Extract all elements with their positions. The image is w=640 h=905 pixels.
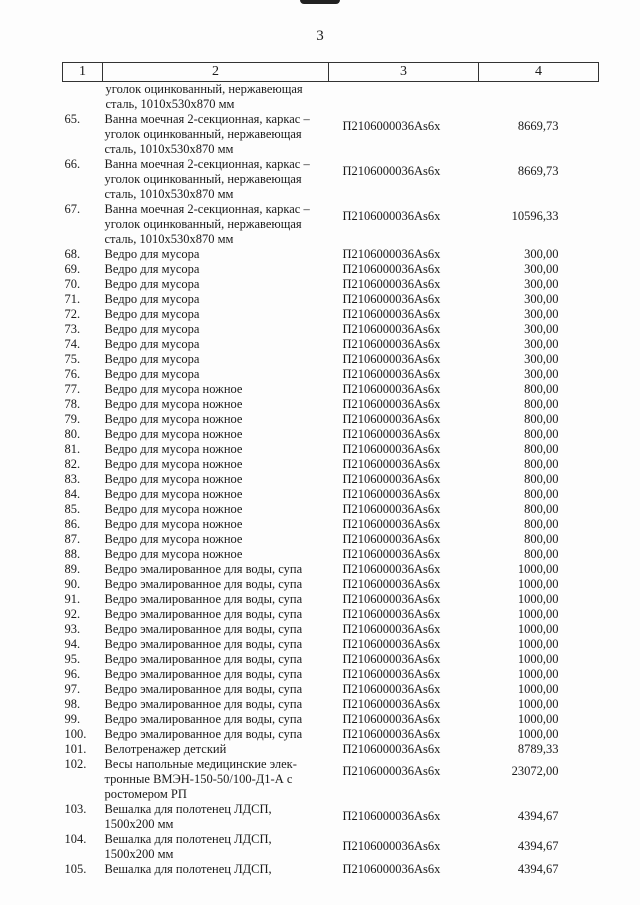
name-line: Ведро эмалированное для воды, супа bbox=[104, 727, 303, 741]
table-row bbox=[63, 652, 599, 667]
row-code: П2106000036Аs6x bbox=[342, 712, 441, 726]
row-price bbox=[479, 82, 599, 113]
row-name bbox=[103, 247, 329, 262]
row-code: П2106000036Аs6x bbox=[342, 427, 441, 441]
name-line: уголок оцинкованный, нержавеющая bbox=[104, 127, 302, 141]
name-line: Ведро для мусора bbox=[104, 247, 200, 261]
table-row bbox=[63, 427, 599, 442]
name-line: сталь, 1010x530x870 мм bbox=[104, 232, 234, 246]
row-number: 94. bbox=[64, 637, 81, 651]
name-line: Ведро для мусора ножное bbox=[104, 457, 243, 471]
name-line: Ванна моечная 2-секционная, каркас – bbox=[104, 202, 310, 216]
row-price: 800,00 bbox=[524, 532, 559, 546]
row-name bbox=[103, 457, 329, 472]
row-number: 72. bbox=[64, 307, 81, 321]
row-number: 75. bbox=[64, 352, 81, 366]
row-price: 4394,67 bbox=[517, 809, 559, 823]
row-price: 8669,73 bbox=[517, 164, 559, 178]
row-number: 87. bbox=[64, 532, 81, 546]
row-number: 88. bbox=[64, 547, 81, 561]
name-line: Ведро эмалированное для воды, супа bbox=[104, 667, 303, 681]
row-price: 800,00 bbox=[524, 487, 559, 501]
row-code: П2106000036Аs6x bbox=[342, 502, 441, 516]
table-row bbox=[63, 727, 599, 742]
row-price: 300,00 bbox=[524, 352, 559, 366]
row-code: П2106000036Аs6x bbox=[342, 292, 441, 306]
table-row bbox=[63, 202, 599, 247]
table-row bbox=[63, 397, 599, 412]
row-name bbox=[103, 637, 329, 652]
row-code: П2106000036Аs6x bbox=[342, 397, 441, 411]
row-number bbox=[63, 82, 103, 113]
table-row bbox=[63, 487, 599, 502]
row-name bbox=[103, 442, 329, 457]
name-line: Ведро для мусора ножное bbox=[104, 532, 243, 546]
name-line: Ведро эмалированное для воды, супа bbox=[104, 637, 303, 651]
row-number: 70. bbox=[64, 277, 81, 291]
row-number: 101. bbox=[64, 742, 87, 756]
row-number: 81. bbox=[64, 442, 81, 456]
row-code: П2106000036Аs6x bbox=[342, 622, 441, 636]
name-line: Ванна моечная 2-секционная, каркас – bbox=[104, 157, 310, 171]
row-name bbox=[103, 607, 329, 622]
table-row bbox=[63, 592, 599, 607]
row-price: 8669,73 bbox=[517, 119, 559, 133]
table-row bbox=[63, 802, 599, 832]
table-row bbox=[63, 412, 599, 427]
row-code: П2106000036Аs6x bbox=[342, 637, 441, 651]
row-name bbox=[103, 367, 329, 382]
name-line: Ведро для мусора ножное bbox=[104, 397, 243, 411]
row-price: 1000,00 bbox=[517, 727, 559, 741]
header-col-2: 2 bbox=[103, 63, 329, 82]
row-name bbox=[103, 277, 329, 292]
table-row bbox=[63, 337, 599, 352]
row-price: 800,00 bbox=[524, 427, 559, 441]
name-line: Ведро для мусора bbox=[104, 352, 200, 366]
table-row bbox=[63, 577, 599, 592]
row-number: 102. bbox=[64, 757, 87, 771]
name-line: Велотренажер детский bbox=[104, 742, 227, 756]
table-row bbox=[63, 832, 599, 862]
continuation-row bbox=[63, 82, 599, 113]
table-row bbox=[63, 667, 599, 682]
name-line: Ведро эмалированное для воды, супа bbox=[104, 577, 303, 591]
row-code: П2106000036Аs6x bbox=[342, 667, 441, 681]
table-row bbox=[63, 517, 599, 532]
row-number: 78. bbox=[64, 397, 81, 411]
row-name bbox=[103, 517, 329, 532]
name-line: Ведро для мусора ножное bbox=[104, 502, 243, 516]
row-number: 97. bbox=[64, 682, 81, 696]
table-row bbox=[63, 247, 599, 262]
row-name bbox=[103, 802, 329, 832]
table-header-row bbox=[63, 63, 599, 82]
table-row bbox=[63, 262, 599, 277]
row-number: 65. bbox=[64, 112, 81, 126]
table-row bbox=[63, 352, 599, 367]
row-price: 800,00 bbox=[524, 457, 559, 471]
row-price: 800,00 bbox=[524, 517, 559, 531]
row-number: 84. bbox=[64, 487, 81, 501]
name-line: ростомером РП bbox=[104, 787, 187, 801]
row-price: 300,00 bbox=[524, 277, 559, 291]
name-line: Ведро эмалированное для воды, супа bbox=[104, 562, 303, 576]
row-name bbox=[103, 202, 329, 247]
table-row bbox=[63, 277, 599, 292]
name-line: сталь, 1010x530x870 мм bbox=[104, 142, 234, 156]
row-code: П2106000036Аs6x bbox=[342, 577, 441, 591]
name-line: сталь, 1010x530x870 мм bbox=[104, 187, 234, 201]
row-price: 800,00 bbox=[524, 412, 559, 426]
row-number: 71. bbox=[64, 292, 81, 306]
scan-artifact bbox=[300, 0, 340, 4]
name-line: Ведро для мусора ножное bbox=[104, 472, 243, 486]
row-name bbox=[103, 547, 329, 562]
row-name bbox=[103, 307, 329, 322]
row-name bbox=[103, 832, 329, 862]
table-row bbox=[63, 682, 599, 697]
row-name bbox=[103, 292, 329, 307]
table-row bbox=[63, 457, 599, 472]
row-code: П2106000036Аs6x bbox=[342, 472, 441, 486]
row-name bbox=[103, 157, 329, 202]
row-name bbox=[103, 262, 329, 277]
row-number: 86. bbox=[64, 517, 81, 531]
row-price: 800,00 bbox=[524, 472, 559, 486]
table-row bbox=[63, 367, 599, 382]
name-line: Ведро для мусора ножное bbox=[104, 547, 243, 561]
row-code: П2106000036Аs6x bbox=[342, 532, 441, 546]
row-name bbox=[103, 757, 329, 802]
name-line: Ведро эмалированное для воды, супа bbox=[104, 697, 303, 711]
row-price: 300,00 bbox=[524, 307, 559, 321]
row-name bbox=[103, 532, 329, 547]
row-price: 800,00 bbox=[524, 502, 559, 516]
row-price: 1000,00 bbox=[517, 697, 559, 711]
name-line: Ванна моечная 2-секционная, каркас – bbox=[104, 112, 310, 126]
row-number: 79. bbox=[64, 412, 81, 426]
row-price: 10596,33 bbox=[511, 209, 559, 223]
header-col-4: 4 bbox=[479, 63, 599, 82]
row-number: 74. bbox=[64, 337, 81, 351]
row-number: 89. bbox=[64, 562, 81, 576]
row-name bbox=[103, 337, 329, 352]
row-price: 1000,00 bbox=[517, 637, 559, 651]
table-body bbox=[63, 82, 599, 878]
row-code: П2106000036Аs6x bbox=[342, 247, 441, 261]
header-col-1: 1 bbox=[63, 63, 103, 82]
row-number: 73. bbox=[64, 322, 81, 336]
name-line: тронные ВМЭН-150-50/100-Д1-А с bbox=[104, 772, 293, 786]
row-code: П2106000036Аs6x bbox=[342, 322, 441, 336]
row-number: 100. bbox=[64, 727, 87, 741]
row-price: 1000,00 bbox=[517, 562, 559, 576]
name-line: 1500x200 мм bbox=[104, 847, 174, 861]
row-price: 300,00 bbox=[524, 247, 559, 261]
table-row bbox=[63, 712, 599, 727]
table-row bbox=[63, 382, 599, 397]
row-name bbox=[103, 697, 329, 712]
row-number: 93. bbox=[64, 622, 81, 636]
row-number: 105. bbox=[64, 862, 87, 876]
row-price: 4394,67 bbox=[517, 862, 559, 876]
row-name bbox=[103, 427, 329, 442]
row-code: П2106000036Аs6x bbox=[342, 862, 441, 876]
row-number: 66. bbox=[64, 157, 81, 171]
row-number: 83. bbox=[64, 472, 81, 486]
row-price: 300,00 bbox=[524, 367, 559, 381]
name-line: Ведро эмалированное для воды, супа bbox=[104, 682, 303, 696]
table-row bbox=[63, 607, 599, 622]
table-row bbox=[63, 562, 599, 577]
row-number: 85. bbox=[64, 502, 81, 516]
row-name bbox=[103, 652, 329, 667]
row-price: 8789,33 bbox=[517, 742, 559, 756]
name-line: Ведро эмалированное для воды, супа bbox=[104, 607, 303, 621]
row-number: 92. bbox=[64, 607, 81, 621]
row-price: 1000,00 bbox=[517, 592, 559, 606]
table-row bbox=[63, 757, 599, 802]
row-price: 300,00 bbox=[524, 292, 559, 306]
row-name bbox=[103, 712, 329, 727]
name-line: 1500x200 мм bbox=[104, 817, 174, 831]
table-row bbox=[63, 157, 599, 202]
page-number: 3 bbox=[316, 28, 324, 44]
name-line: Ведро для мусора bbox=[104, 322, 200, 336]
row-code: П2106000036Аs6x bbox=[342, 764, 441, 778]
row-number: 103. bbox=[64, 802, 87, 816]
row-code: П2106000036Аs6x bbox=[342, 562, 441, 576]
row-number: 76. bbox=[64, 367, 81, 381]
row-code: П2106000036Аs6x bbox=[342, 412, 441, 426]
row-code: П2106000036Аs6x bbox=[342, 119, 441, 133]
table-row bbox=[63, 532, 599, 547]
name-line: Ведро эмалированное для воды, супа bbox=[104, 592, 303, 606]
name-line: Ведро для мусора bbox=[104, 262, 200, 276]
row-code: П2106000036Аs6x bbox=[342, 164, 441, 178]
row-name bbox=[103, 667, 329, 682]
row-code: П2106000036Аs6x bbox=[342, 809, 441, 823]
row-price: 300,00 bbox=[524, 337, 559, 351]
row-price: 1000,00 bbox=[517, 712, 559, 726]
name-line: Ведро для мусора ножное bbox=[104, 487, 243, 501]
row-name bbox=[103, 862, 329, 877]
row-code bbox=[329, 82, 479, 113]
row-price: 4394,67 bbox=[517, 839, 559, 853]
row-code: П2106000036Аs6x bbox=[342, 547, 441, 561]
table-row bbox=[63, 547, 599, 562]
items-table bbox=[62, 62, 599, 877]
row-code: П2106000036Аs6x bbox=[342, 682, 441, 696]
name-line: Ведро для мусора ножное bbox=[104, 517, 243, 531]
table-row bbox=[63, 292, 599, 307]
name-line: уголок оцинкованный, нержавеющая bbox=[104, 172, 302, 186]
row-number: 91. bbox=[64, 592, 81, 606]
row-code: П2106000036Аs6x bbox=[342, 457, 441, 471]
row-name bbox=[103, 82, 329, 113]
row-number: 68. bbox=[64, 247, 81, 261]
row-name bbox=[103, 382, 329, 397]
row-number: 69. bbox=[64, 262, 81, 276]
row-name bbox=[103, 592, 329, 607]
row-price: 1000,00 bbox=[517, 682, 559, 696]
table-row bbox=[63, 112, 599, 157]
name-line: Ведро эмалированное для воды, супа bbox=[104, 622, 303, 636]
row-code: П2106000036Аs6x bbox=[342, 839, 441, 853]
row-number: 77. bbox=[64, 382, 81, 396]
name-line: Ведро эмалированное для воды, супа bbox=[104, 652, 303, 666]
row-name bbox=[103, 727, 329, 742]
row-code: П2106000036Аs6x bbox=[342, 727, 441, 741]
row-price: 800,00 bbox=[524, 442, 559, 456]
row-name bbox=[103, 487, 329, 502]
row-number: 95. bbox=[64, 652, 81, 666]
name-line: Ведро для мусора bbox=[104, 307, 200, 321]
row-name bbox=[103, 322, 329, 337]
table-row bbox=[63, 697, 599, 712]
row-name bbox=[103, 577, 329, 592]
name-line: Вешалка для полотенец ЛДСП, bbox=[104, 802, 272, 816]
row-price: 1000,00 bbox=[517, 607, 559, 621]
name-line: Ведро для мусора bbox=[104, 367, 200, 381]
row-price: 800,00 bbox=[524, 547, 559, 561]
name-line: Ведро для мусора ножное bbox=[104, 427, 243, 441]
table-row bbox=[63, 742, 599, 757]
name-line: Вешалка для полотенец ЛДСП, bbox=[104, 862, 272, 876]
row-code: П2106000036Аs6x bbox=[342, 352, 441, 366]
row-number: 98. bbox=[64, 697, 81, 711]
row-code: П2106000036Аs6x bbox=[342, 382, 441, 396]
row-code: П2106000036Аs6x bbox=[342, 307, 441, 321]
row-code: П2106000036Аs6x bbox=[342, 697, 441, 711]
name-line: Ведро эмалированное для воды, супа bbox=[104, 712, 303, 726]
row-code: П2106000036Аs6x bbox=[342, 262, 441, 276]
row-name bbox=[103, 742, 329, 757]
table-row bbox=[63, 862, 599, 877]
row-number: 67. bbox=[64, 202, 81, 216]
row-code: П2106000036Аs6x bbox=[342, 277, 441, 291]
name-line: Ведро для мусора bbox=[104, 292, 200, 306]
row-code: П2106000036Аs6x bbox=[342, 517, 441, 531]
header-col-3: 3 bbox=[329, 63, 479, 82]
row-price: 1000,00 bbox=[517, 577, 559, 591]
row-number: 96. bbox=[64, 667, 81, 681]
row-name bbox=[103, 412, 329, 427]
row-price: 300,00 bbox=[524, 262, 559, 276]
name-line: Ведро для мусора ножное bbox=[104, 442, 243, 456]
table-row bbox=[63, 442, 599, 457]
row-number: 80. bbox=[64, 427, 81, 441]
name-line: Ведро для мусора bbox=[104, 337, 200, 351]
row-name bbox=[103, 622, 329, 637]
row-name bbox=[103, 397, 329, 412]
name-line: Ведро для мусора ножное bbox=[104, 412, 243, 426]
name-line: Весы напольные медицинские элек- bbox=[104, 757, 297, 771]
row-price: 300,00 bbox=[524, 322, 559, 336]
row-code: П2106000036Аs6x bbox=[342, 742, 441, 756]
row-name bbox=[103, 112, 329, 157]
row-code: П2106000036Аs6x bbox=[342, 337, 441, 351]
name-line: уголок оцинкованный, нержавеющая bbox=[105, 82, 303, 96]
row-code: П2106000036Аs6x bbox=[342, 367, 441, 381]
row-name bbox=[103, 682, 329, 697]
table-row bbox=[63, 622, 599, 637]
table-row bbox=[63, 307, 599, 322]
row-name bbox=[103, 352, 329, 367]
name-line: сталь, 1010x530x870 мм bbox=[105, 97, 235, 111]
row-code: П2106000036Аs6x bbox=[342, 607, 441, 621]
row-price: 1000,00 bbox=[517, 652, 559, 666]
row-code: П2106000036Аs6x bbox=[342, 487, 441, 501]
row-name bbox=[103, 472, 329, 487]
row-price: 800,00 bbox=[524, 397, 559, 411]
row-price: 23072,00 bbox=[511, 764, 559, 778]
row-name bbox=[103, 502, 329, 517]
row-number: 82. bbox=[64, 457, 81, 471]
row-price: 1000,00 bbox=[517, 667, 559, 681]
table-row bbox=[63, 472, 599, 487]
row-number: 90. bbox=[64, 577, 81, 591]
name-line: Вешалка для полотенец ЛДСП, bbox=[104, 832, 272, 846]
row-code: П2106000036Аs6x bbox=[342, 442, 441, 456]
row-price: 800,00 bbox=[524, 382, 559, 396]
row-code: П2106000036Аs6x bbox=[342, 209, 441, 223]
table-row bbox=[63, 322, 599, 337]
row-number: 104. bbox=[64, 832, 87, 846]
row-code: П2106000036Аs6x bbox=[342, 652, 441, 666]
table-row bbox=[63, 637, 599, 652]
name-line: Ведро для мусора ножное bbox=[104, 382, 243, 396]
name-line: уголок оцинкованный, нержавеющая bbox=[104, 217, 302, 231]
table-row bbox=[63, 502, 599, 517]
row-number: 99. bbox=[64, 712, 81, 726]
row-price: 1000,00 bbox=[517, 622, 559, 636]
name-line: Ведро для мусора bbox=[104, 277, 200, 291]
row-code: П2106000036Аs6x bbox=[342, 592, 441, 606]
row-name bbox=[103, 562, 329, 577]
